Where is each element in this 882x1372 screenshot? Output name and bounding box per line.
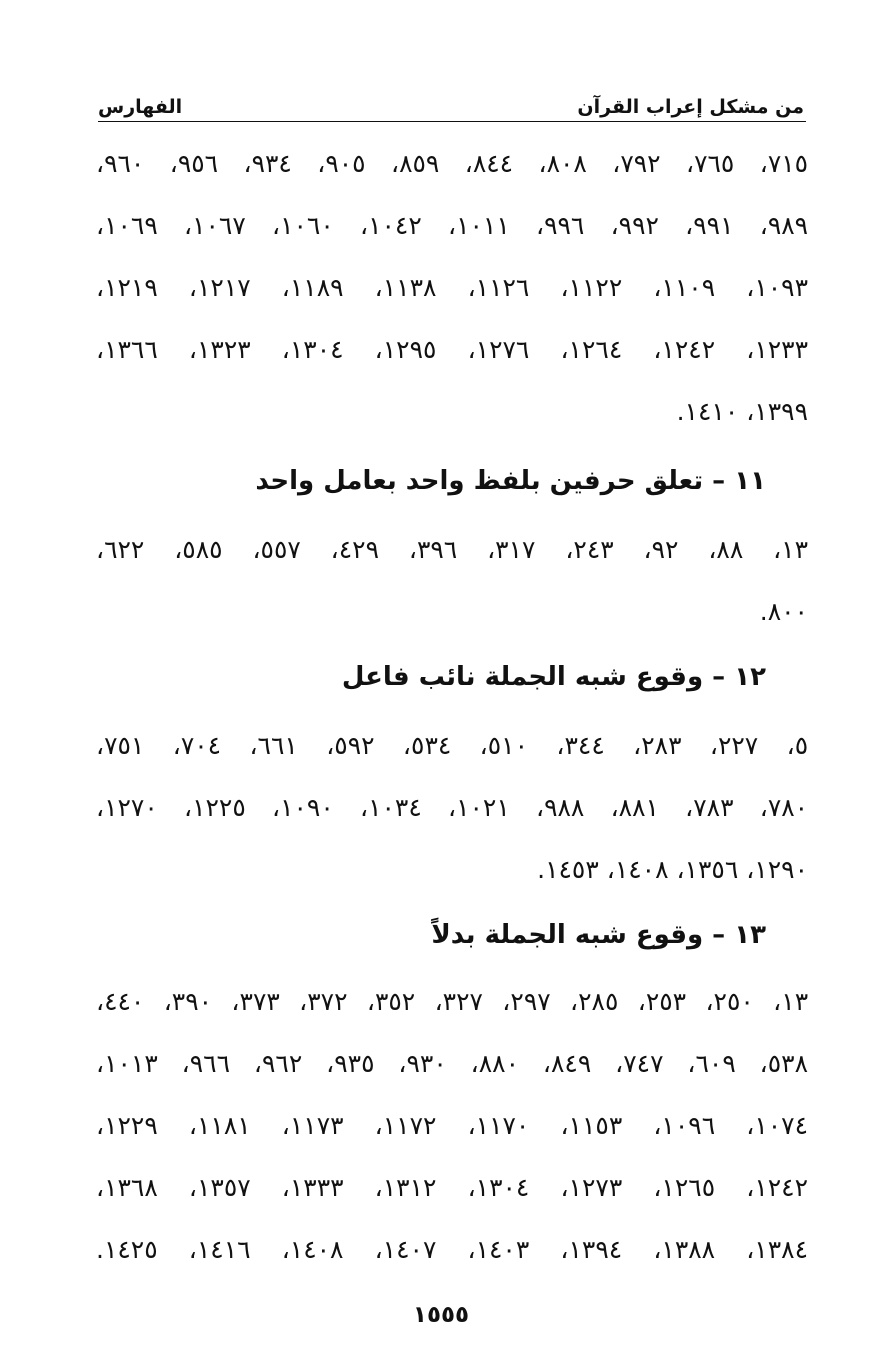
heading-dash: –: [703, 466, 726, 496]
heading-dash: –: [703, 920, 726, 950]
running-header: [98, 86, 804, 118]
index-line: ٧١٥، ٧٦٥، ٧٩٢، ٨٠٨، ٨٤٤، ٨٥٩، ٩٠٥، ٩٣٤، ٩٥٦، ٩٦٠،: [96, 149, 809, 178]
section-number: ١٢: [734, 662, 766, 692]
index-line: ١٠٧٤، ١٠٩٦، ١١٥٣، ١١٧٠، ١١٧٢، ١١٧٣، ١١٨١، ١٢٢٩،: [96, 1111, 809, 1140]
index-line: ٨٠٠.: [759, 597, 808, 626]
index-line: ١٢٣٣، ١٢٤٢، ١٢٦٤، ١٢٧٦، ١٢٩٥، ١٣٠٤، ١٣٢٣، ١٣٦٦،: [96, 335, 809, 364]
section-number: ١٣: [734, 920, 766, 950]
index-line: ١٠٩٣، ١١٠٩، ١١٢٢، ١١٢٦، ١١٣٨، ١١٨٩، ١٢١٧، ١٢١٩،: [96, 273, 809, 302]
header-rule: [98, 121, 806, 122]
section-title-text: تعلق حرفين بلفظ واحد بعامل واحد: [255, 466, 704, 496]
index-line: ٩٨٩، ٩٩١، ٩٩٢، ٩٩٦، ١٠١١، ١٠٤٢، ١٠٦٠، ١٠٦٧، ١٠٦٩،: [96, 211, 809, 240]
index-line: ١٣، ٨٨، ٩٢، ٢٤٣، ٣١٧، ٣٩٦، ٤٢٩، ٥٥٧، ٥٨٥، ٦٢٢،: [96, 535, 809, 564]
index-line: ١٢٤٢، ١٢٦٥، ١٢٧٣، ١٣٠٤، ١٣١٢، ١٣٣٣، ١٣٥٧، ١٣٦٨،: [96, 1173, 809, 1202]
section-heading: [96, 912, 766, 958]
index-line: ٥٣٨، ٦٠٩، ٧٤٧، ٨٤٩، ٨٨٠، ٩٣٠، ٩٣٥، ٩٦٢، ٩٦٦، ١٠١٣،: [96, 1049, 809, 1078]
heading-dash: –: [703, 662, 726, 692]
section-heading: [96, 458, 766, 504]
index-line: ٧٨٠، ٧٨٣، ٨٨١، ٩٨٨، ١٠٢١، ١٠٣٤، ١٠٩٠، ١٢٢٥، ١٢٧٠،: [96, 793, 809, 822]
page-number: ١٥٥٥: [412, 1302, 470, 1328]
index-line: ١٣٩٩، ١٤١٠.: [676, 397, 808, 426]
index-line: ١٣، ٢٥٠، ٢٥٣، ٢٨٥، ٢٩٧، ٣٢٧، ٣٥٢، ٣٧٢، ٣٧٣، ٣٩٠، ٤٤٠،: [96, 987, 809, 1016]
section-title: الفهارس: [98, 96, 183, 118]
index-line: ٥، ٢٢٧، ٢٨٣، ٣٤٤، ٥١٠، ٥٣٤، ٥٩٢، ٦٦١، ٧٠٤، ٧٥١،: [96, 731, 809, 760]
section-heading: [96, 654, 766, 700]
index-line: ١٢٩٠، ١٣٥٦، ١٤٠٨، ١٤٥٣.: [537, 855, 808, 884]
section-number: ١١: [734, 466, 766, 496]
index-line: ١٣٨٤، ١٣٨٨، ١٣٩٤، ١٤٠٣، ١٤٠٧، ١٤٠٨، ١٤١٦، ١٤٢٥.: [96, 1235, 809, 1264]
section-title-text: وقوع شبه الجملة نائب فاعل: [341, 662, 704, 692]
book-title: من مشكل إعراب القرآن: [577, 96, 804, 118]
section-title-text: وقوع شبه الجملة بدلاً: [431, 920, 704, 950]
